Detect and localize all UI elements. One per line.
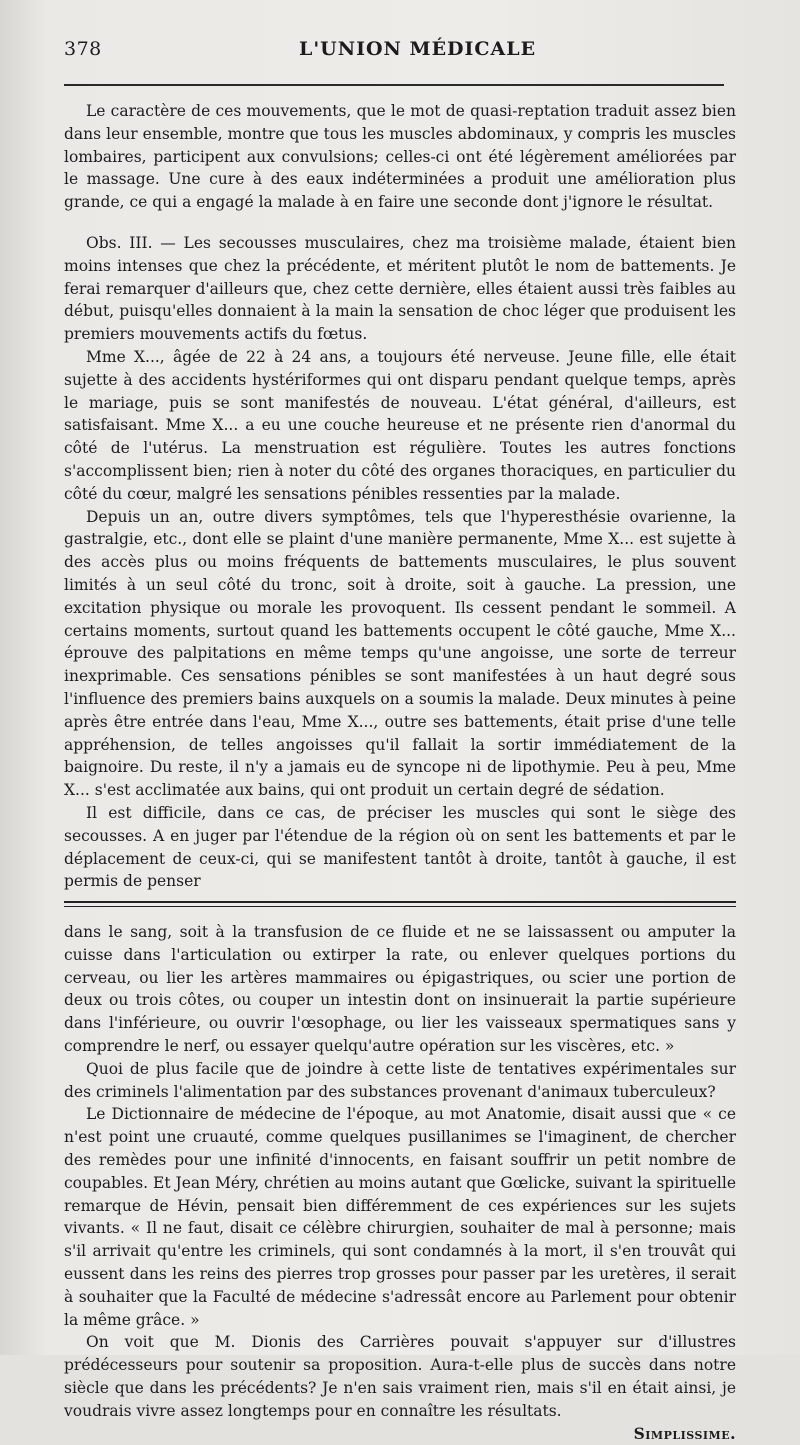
page-header xyxy=(64,38,736,78)
paragraph: Il est difficile, dans ce cas, de préciser les muscles qui sont le siège des secousses. A en juger par l'étendue de la région où on sent les battements et par le déplacement de ceux-ci, qui se manifestent tantôt à droite, tantôt à gauche, il est permis de penser xyxy=(64,803,736,891)
page-number: 378 xyxy=(64,38,102,60)
paragraph: On voit que M. Dionis des Carrières pouvait s'appuyer sur d'illustres prédécesseurs pour soutenir sa proposition. Aura-t-elle plus de succès dans notre siècle que dans les précédents? Je n'en sais vraiment rien, mais s'il en était ainsi, je voudrais vivre assez longtemps pour en connaître les résultats. xyxy=(64,1333,736,1420)
paragraph: Le caractère de ces mouvements, que le mot de quasi-reptation traduit assez bien dans leur ensemble, montre que tous les muscles abdominaux, y compris les muscles lombaires, participent aux convulsions; celles-ci ont été légèrement améliorées par le massage. Une cure à des eaux indéterminées a produit une amélioration plus grande, ce qui a engagé la malade à en faire une seconde dont j'ignore le résultat. xyxy=(64,102,736,212)
author-signature: Simplissime. xyxy=(633,1423,736,1443)
paragraph-observation-3: Obs. III. — Les secousses musculaires, chez ma troisième malade, étaient bien moins intenses que chez la précédente, et méritent plutôt le nom de battements. Je ferai remarquer d'ailleurs que, chez cette dernière, elles étaient aussi très faibles au début, puisqu'elles donnaient à la main la sensation de choc léger que produisent les premiers mouvements actifs du fœtus. xyxy=(64,233,736,344)
header-rule xyxy=(64,84,724,86)
lower-article xyxy=(64,921,736,1443)
paragraph: Depuis un an, outre divers symptômes, tels que l'hyperesthésie ovarienne, la gastralgie, etc., dont elle se plaint d'une manière permanente, Mme X... est sujette à des accès plus ou moins fréquents de battements musculaires, le plus souvent limités à un seul côté du tronc, soit à droite, soit à gauche. La pression, une excitation physique ou morale les provoquent. Ils cessent pendant le sommeil. A certains moments, surtout quand les battements occupent le côté gauche, Mme X... éprouve des palpitations en même temps qu'une angoisse, une sorte de terreur inexprimable. Ces sensations pénibles se sont manifestées à un haut degré sous l'influence des premiers bains auxquels on a soumis la malade. Deux minutes à peine après être entrée dans l'eau, Mme X..., outre ses battements, était prise d'une telle appréhension, de telles angoisses qu'il fallait la sortir immédiatement de la baignoire. Du reste, il n'y a jamais eu de syncope ni de lipothymie. Peu à peu, Mme X... s'est acclimatée aux bains, qui ont produit un certain degré de sédation. xyxy=(64,507,736,800)
paragraph: Quoi de plus facile que de joindre à cette liste de tentatives expérimentales sur des criminels l'alimentation par des substances provenant d'animaux tuberculeux? xyxy=(64,1059,736,1101)
paragraph: Mme X..., âgée de 22 à 24 ans, a toujours été nerveuse. Jeune fille, elle était sujette à des accidents hystériformes qui ont disparu pendant quelque temps, après le mariage, puis se sont manifestés de nouveau. L'état général, d'ailleurs, est satisfaisant. Mme X... a eu une couche heureuse et ne présente rien d'anormal du côté de l'utérus. La menstruation est régulière. Toutes les autres fonctions s'accomplissent bien; rien à noter du côté des organes thoraciques, en particulier du côté du cœur, malgré les sensations pénibles ressenties par la malade. xyxy=(64,347,736,503)
section-divider xyxy=(64,901,736,907)
running-title: L'UNION MÉDICALE xyxy=(299,38,537,60)
paragraph: dans le sang, soit à la transfusion de ce fluide et ne se laissassent ou amputer la cuisse dans l'articulation ou extirper la rate, ou enlever quelques portions du cerveau, ou lier les artères mammaires ou épigastriques, ou scier une portion de deux ou trois côtes, ou couper un intestin dont on insinuerait la partie supérieure dans l'inférieure, ou ouvrir l'œsophage, ou lier les vaisseaux spermatiques sans y comprendre le nerf, ou essayer quelqu'autre opération sur les viscères, etc. » xyxy=(64,923,736,1056)
paragraph: Le Dictionnaire de médecine de l'époque, au mot Anatomie, disait aussi que « ce n'est point une cruauté, comme quelques pusillanimes se l'imaginent, de chercher des remèdes pour une infinité d'innocents, en faisant souffrir un petit nombre de coupables. Et Jean Méry, chrétien au moins autant que Gœlicke, suivant la spirituelle remarque de Hévin, pensait bien différemment de ces expériences sur les sujets vivants. « Il ne faut, disait ce célèbre chirurgien, souhaiter de mal à personne; mais s'il arrivait qu'entre les criminels, qui sont condamnés à la mort, il s'en trouvât qui eussent dans les reins des pierres trop grosses pour passer par les uretères, il serait à souhaiter que la Faculté de médecine s'adressât encore au Parlement pour obtenir la même grâce. » xyxy=(64,1105,736,1329)
upper-article xyxy=(64,100,736,893)
